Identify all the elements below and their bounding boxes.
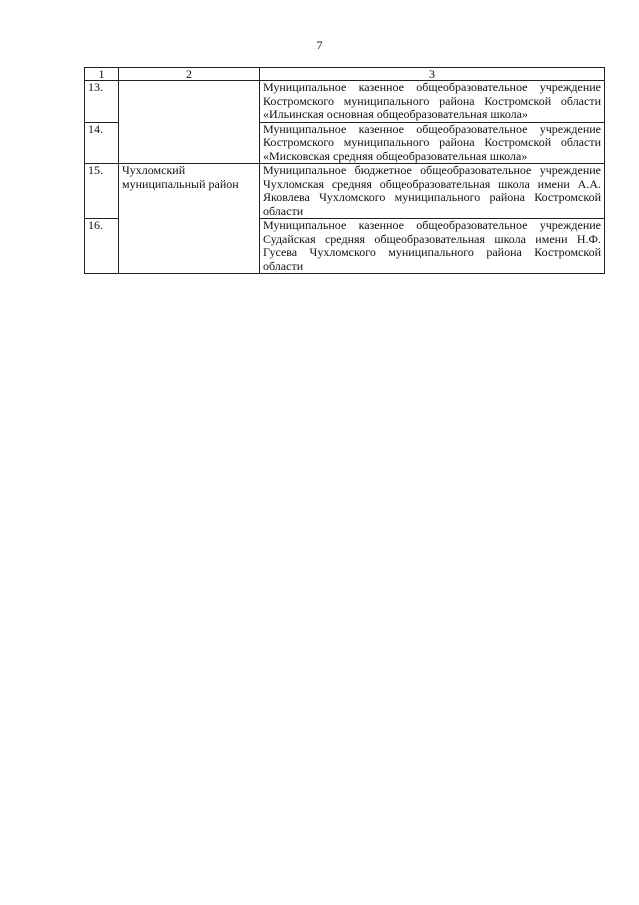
institutions-table — [84, 67, 605, 274]
header-cell-2: 2 — [119, 68, 260, 81]
page-number: 7 — [316, 38, 323, 52]
district-cell: Чухломский муниципальный район — [119, 164, 260, 274]
row-number: 14. — [85, 122, 119, 164]
institution-cell: Муниципальное казенное общеобразовательное учреждение Костромского муниципального района Костромской области «Ильинская основная общеобразовательная школа» — [260, 81, 605, 123]
institution-cell: Муниципальное казенное общеобразовательное учреждение Судайская средняя общеобразовательная школа имени Н.Ф. Гусева Чухломского муниципального района Костромской области — [260, 219, 605, 274]
institution-cell: Муниципальное казенное общеобразовательное учреждение Костромского муниципального района Костромской области «Мисковская средняя общеобразовательная школа» — [260, 122, 605, 164]
row-number: 13. — [85, 81, 119, 123]
table-row — [85, 81, 605, 123]
table-row — [85, 164, 605, 219]
institution-cell: Муниципальное бюджетное общеобразовательное учреждение Чухломская средняя общеобразовательная школа имени А.А. Яковлева Чухломского муниципального района Костромской области — [260, 164, 605, 219]
row-number: 15. — [85, 164, 119, 219]
table-header-row — [85, 68, 605, 81]
row-number: 16. — [85, 219, 119, 274]
district-cell — [119, 81, 260, 164]
header-cell-3: 3 — [260, 68, 605, 81]
header-cell-1: 1 — [85, 68, 119, 81]
